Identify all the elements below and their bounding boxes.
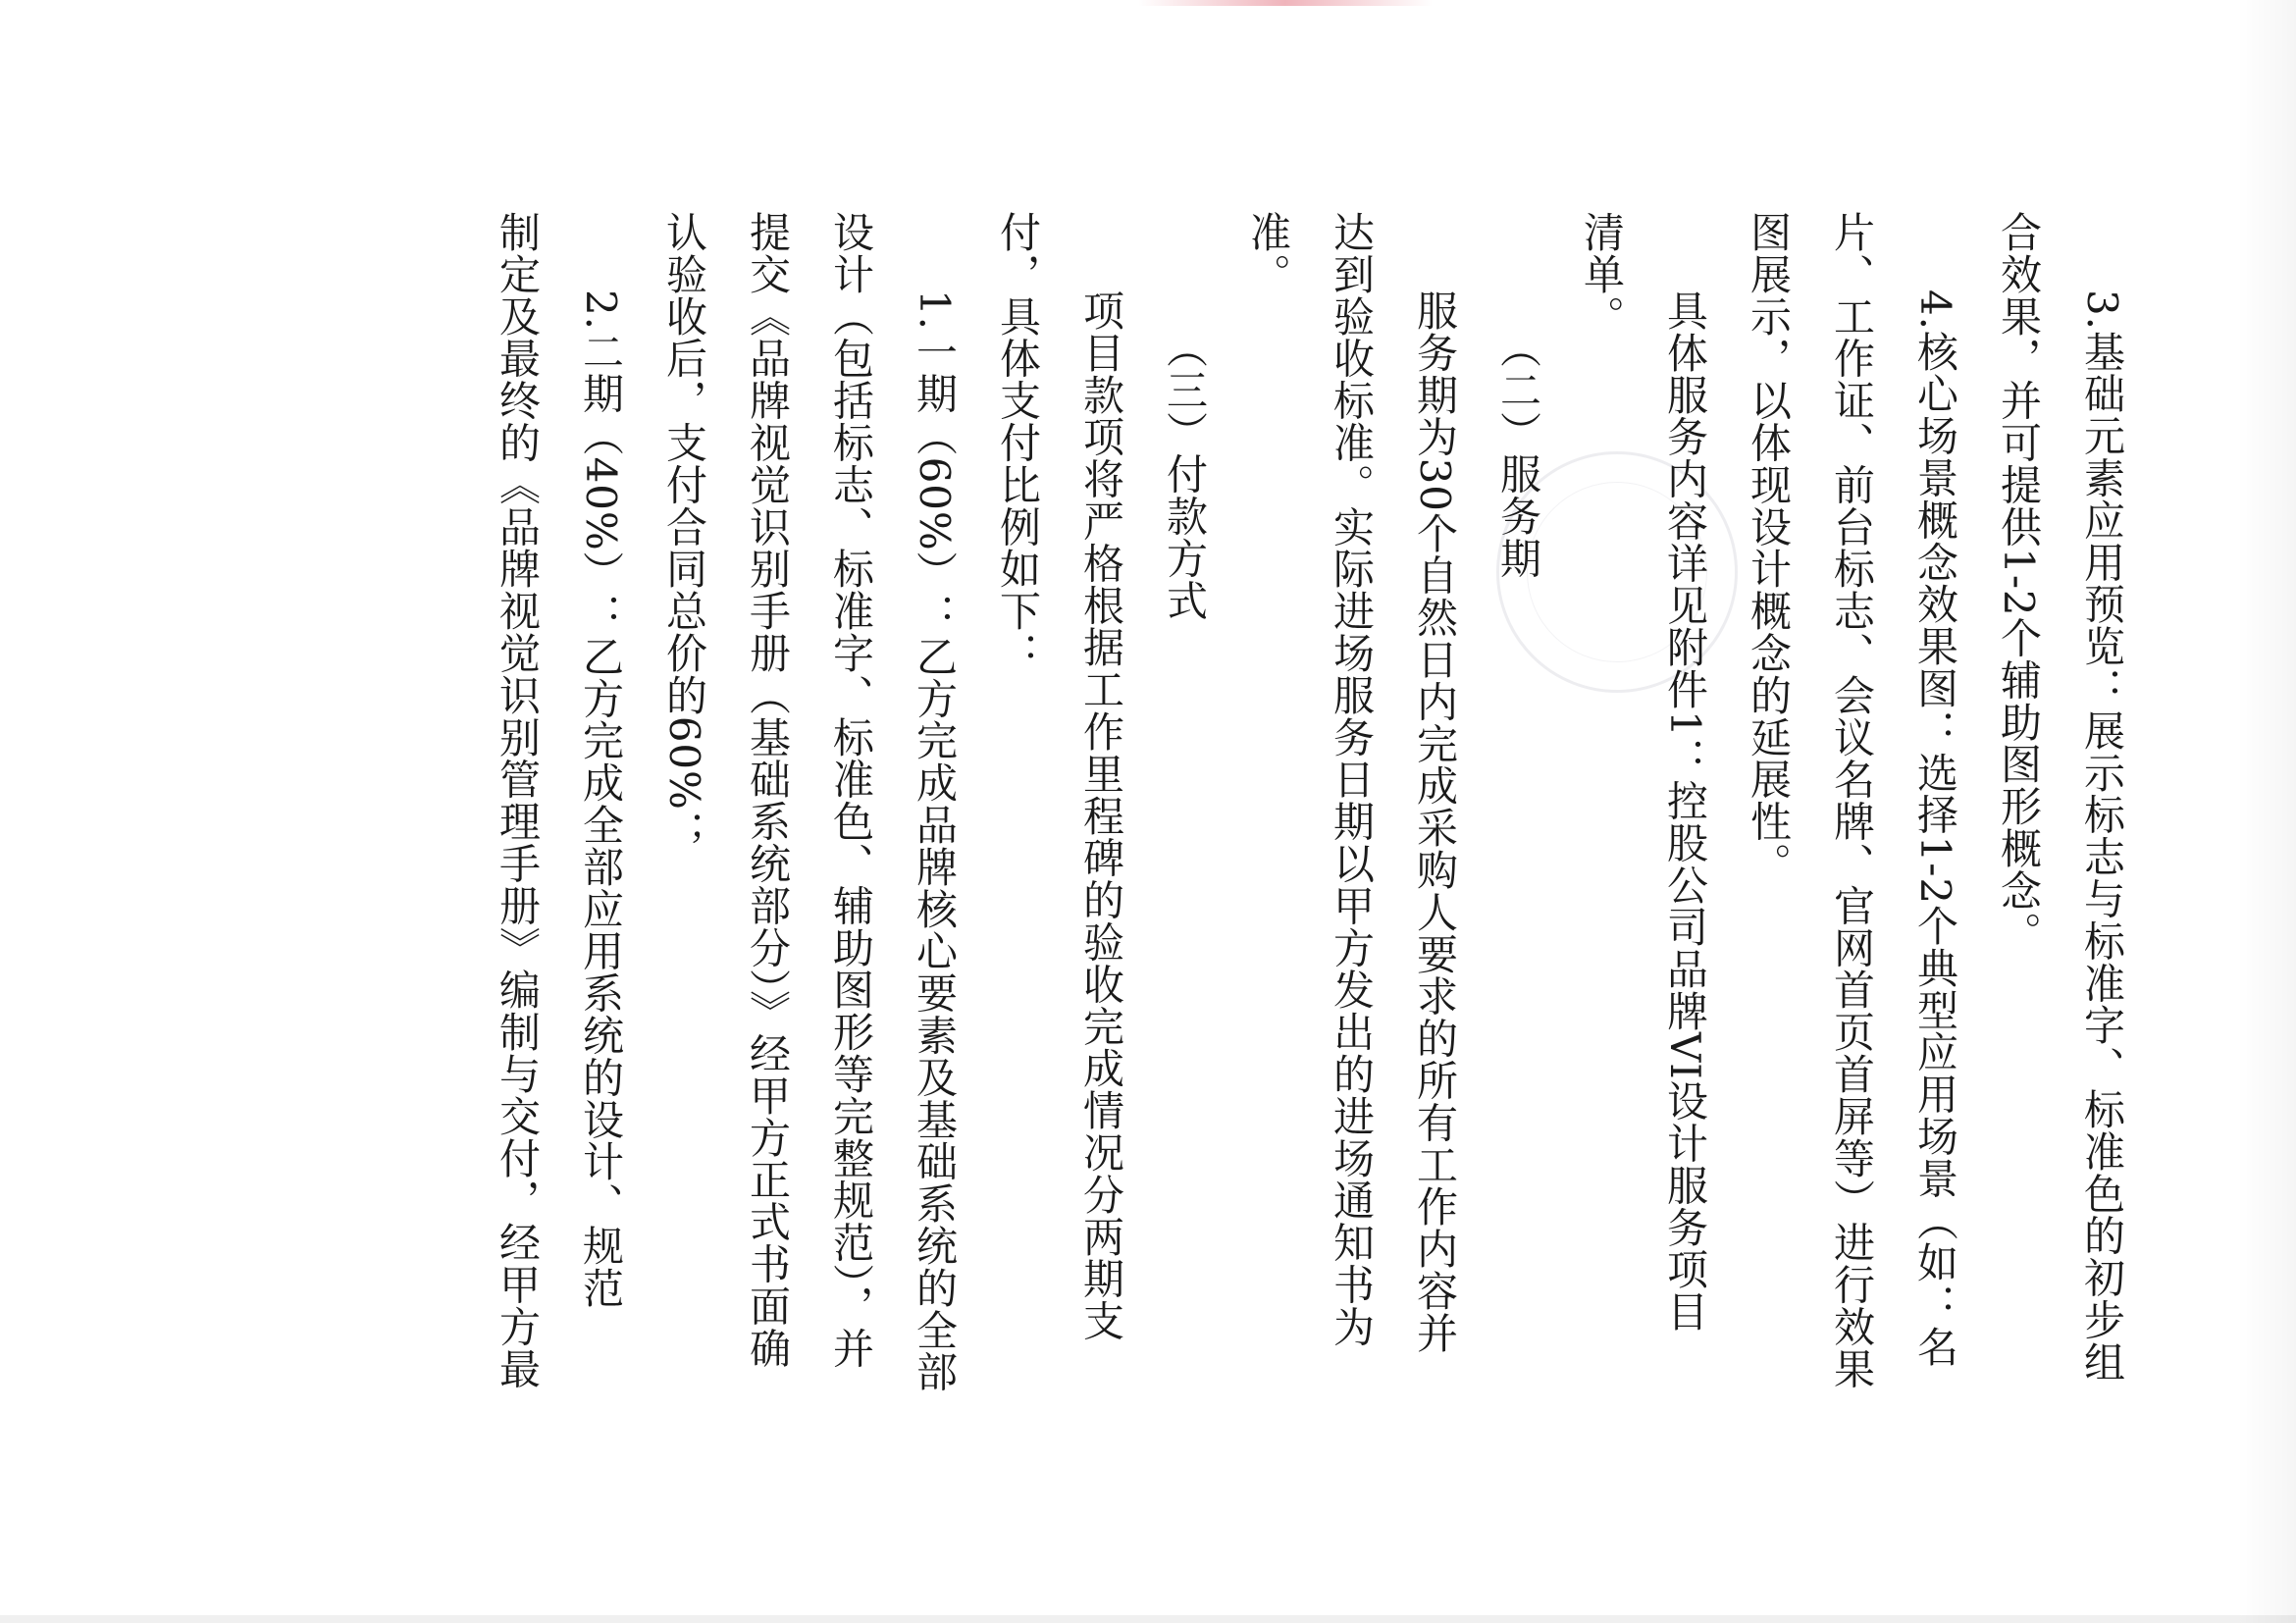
- text-line-11: 准。: [1244, 211, 1292, 295]
- scan-edge-shadow-right: [2237, 0, 2296, 1623]
- text-line-19: 2.二期（40%）：乙方完成全部应用系统的设计、规范: [577, 289, 625, 1309]
- text-line-13: 项目款项将严格根据工作里程碑的验收完成情况分两期支: [1077, 289, 1125, 1342]
- text-line-6: 具体服务内容详见附件1：控股公司品牌VI设计服务项目: [1661, 289, 1709, 1334]
- scan-edge-shadow-bottom: [0, 1615, 2296, 1623]
- scan-top-color-mark: [1138, 0, 1433, 6]
- document-body: [476, 211, 2144, 1487]
- text-line-20: 制定及最终的《品牌视觉识别管理手册》编制与交付，经甲方最: [494, 211, 542, 1390]
- text-line-10: 达到验收标准。实际进场服务日期以甲方发出的进场通知书为: [1328, 211, 1376, 1348]
- text-line-14: 付，具体支付比例如下：: [994, 211, 1042, 674]
- text-line-15: 1.一期（60%）：乙方完成品牌核心要素及基础系统的全部: [911, 289, 959, 1393]
- text-line-2: 合效果，并可提供1-2个辅助图形概念。: [1995, 211, 2043, 954]
- text-line-17: 提交《品牌视觉识别手册（基础系统部分）》经甲方正式书面确: [744, 211, 792, 1370]
- text-line-3: 4.核心场景概念效果图：选择1-2个典型应用场景（如：名: [1911, 289, 1959, 1368]
- text-line-9: 服务期为30个自然日内完成采购人要求的所有工作内容并: [1411, 289, 1459, 1354]
- text-line-4: 片、工作证、前台标志、会议名牌、官网首页首屏等）进行效果: [1828, 211, 1876, 1390]
- section-heading-service-period: （二）服务期: [1494, 327, 1542, 580]
- text-line-16: 设计（包括标志、标准字、标准色、辅助图形等完整规范），并: [827, 211, 875, 1370]
- text-line-1: 3.基础元素应用预览：展示标志与标准字、标准色的初步组: [2078, 289, 2126, 1384]
- text-line-18: 认验收后，支付合同总价的60%；: [660, 211, 708, 853]
- text-line-5: 图展示，以体现设计概念的延展性。: [1745, 211, 1793, 885]
- section-heading-payment-method: （三）付款方式: [1161, 327, 1209, 622]
- text-line-7: 清单。: [1578, 211, 1626, 338]
